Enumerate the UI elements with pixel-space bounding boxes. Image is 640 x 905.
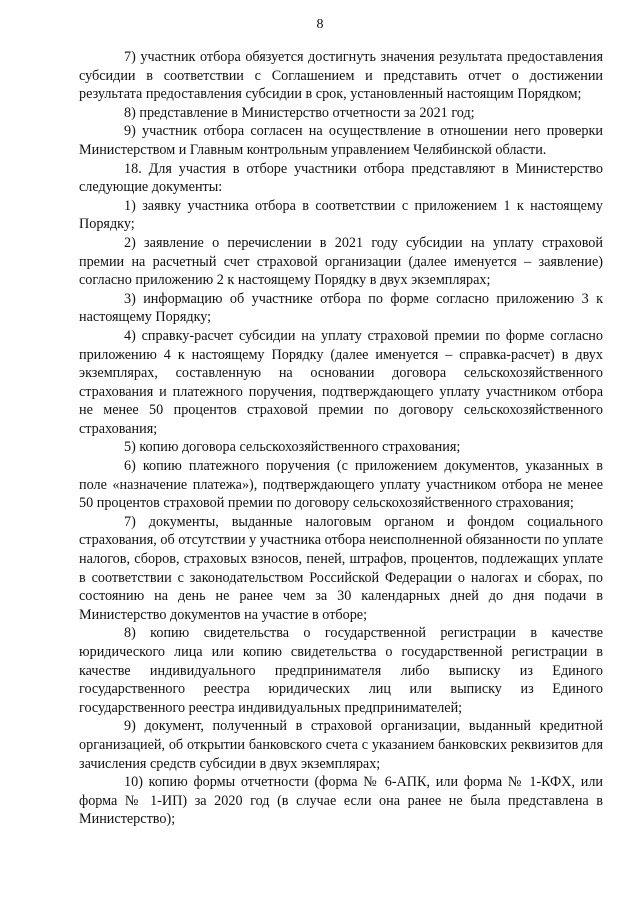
document-body bbox=[79, 48, 603, 829]
paragraph-doc-7-tax-certificates: 7) документы, выданные налоговым органом и фондом социального страхования, об отсутствии у участника отбора неисполненной обязанности по уплате налогов, сборов, страховых взносов, пеней, штрафов, процентов, подлежащих уплате в соответствии с законодательством Российской Федерации о налогах и сборах, по состоянию на день не ранее чем за 30 календарных дней до дня подачи в Министерство документов на участие в отборе; bbox=[79, 513, 603, 623]
page-number: 8 bbox=[316, 17, 324, 32]
paragraph-doc-4-calculation: 4) справку-расчет субсидии на уплату страховой премии по форме согласно приложению 4 к настоящему Порядку (далее именуется – справка-расчет) в двух экземплярах, составленную на основании договора сельскохозяйственного страхования и платежного поручения, подтверждающего уплату участником отбора не менее 50 процентов страховой премии по договору сельскохозяйственного страхования; bbox=[79, 327, 603, 437]
paragraph-doc-3-participant-info: 3) информацию об участнике отбора по форме согласно приложению 3 к настоящему Порядку; bbox=[79, 290, 603, 326]
paragraph-doc-2-transfer-request: 2) заявление о перечислении в 2021 году субсидии на уплату страховой премии на расчетный счет страховой организации (далее именуется – заявление) согласно приложению 2 к настоящему Порядку в двух экземплярах; bbox=[79, 234, 603, 289]
paragraph-doc-5-insurance-contract: 5) копию договора сельскохозяйственного страхования; bbox=[124, 439, 461, 456]
paragraph-clause-8-reporting: 8) представление в Министерство отчетности за 2021 год; bbox=[124, 104, 475, 121]
paragraph-doc-1-application: 1) заявку участника отбора в соответствии с приложением 1 к настоящему Порядку; bbox=[79, 197, 603, 233]
paragraph-clause-9-inspection: 9) участник отбора согласен на осуществление в отношении него проверки Министерством и Главным контрольным управлением Челябинской области. bbox=[79, 123, 603, 158]
paragraph-doc-9-bank-account: 9) документ, полученный в страховой организации, выданный кредитной организацией, об открытии банковского счета с указанием банковских реквизитов для зачисления средств субсидии в двух экземплярах; bbox=[79, 718, 603, 772]
paragraph-doc-8-registration: 8) копию свидетельства о государственной регистрации в качестве юридического лица или копию свидетельства о государственной регистрации в качестве индивидуального предпринимателя либо выписку из Единого государственного реестра юридических лиц или выписку из Единого государственного реестра индивидуальных предпринимателей; bbox=[79, 625, 603, 716]
paragraph-doc-10-reporting-form: 10) копию формы отчетности (форма № 6-АПК, или форма № 1-КФХ, или форма № 1-ИП) за 2020 год (в случае если она ранее не была представлена в Министерство); bbox=[79, 774, 603, 828]
paragraph-doc-6-payment-order: 6) копию платежного поручения (с приложением документов, указанных в поле «назначение платежа»), подтверждающего уплату участником отбора не менее 50 процентов страховой премии по договору сельскохозяйственного страхования; bbox=[79, 458, 603, 512]
paragraph-clause-7-obligation: 7) участник отбора обязуется достигнуть значения результата предоставления субсидии в соответствии с Соглашением и представить отчет о достижении результата предоставления субсидии в срок, установленный настоящим Порядком; bbox=[79, 49, 603, 103]
paragraph-section-18-documents: 18. Для участия в отборе участники отбора представляют в Министерство следующие документы: bbox=[79, 160, 603, 196]
